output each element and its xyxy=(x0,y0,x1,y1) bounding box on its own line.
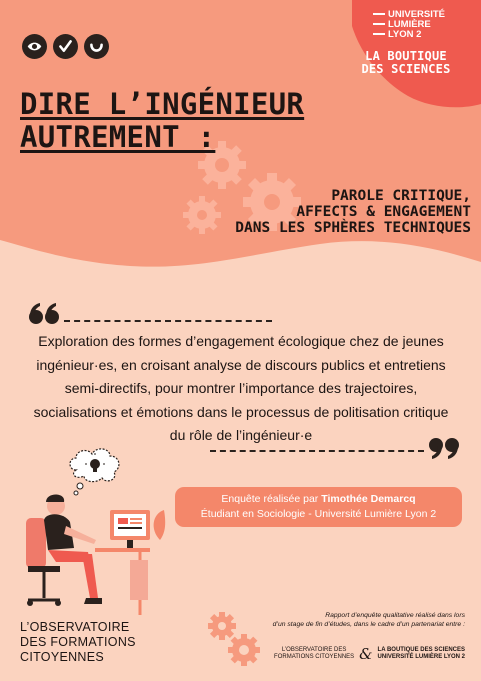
dashed-divider-top xyxy=(64,320,272,322)
author-card xyxy=(175,487,462,527)
university-logo: UNIVERSITÉ LUMIÈRE LYON 2 xyxy=(373,10,461,40)
report-note: Rapport d’enquête qualitative réalisé dans lors d’un stage de fin d’études, dans le cadre d’un partenariat entre : xyxy=(272,612,465,628)
subtitle-line: DANS LES SPHÈRES TECHNIQUES xyxy=(235,220,471,236)
boutique-des-sciences-logo: LA BOUTIQUE DES SCIENCES xyxy=(361,49,451,76)
quote-close-icon xyxy=(428,436,460,460)
subtitle xyxy=(235,188,471,236)
author-status: Étudiant en Sociologie - Université Lumière Lyon 2 xyxy=(200,508,437,520)
smile-icon xyxy=(84,34,109,59)
title-line: AUTREMENT : xyxy=(20,120,216,154)
author-name: Timothée Demarcq xyxy=(321,493,416,505)
ampersand: & xyxy=(359,644,373,663)
dashed-divider-bottom xyxy=(210,450,424,452)
title-line: DIRE L’INGÉNIEUR xyxy=(20,87,305,121)
partners xyxy=(274,644,465,663)
abstract-text: Exploration des formes d’engagement écologique chez de jeunes ingénieur·es, en croisant analyse de discours publics et entretiens semi-directifs, pour montrer l’importance des trajectoires, socialisations et émotions dans le processus de politisation critique du rôle de l’ingénieur·e xyxy=(33,333,449,443)
author-intro: Enquête réalisée par xyxy=(221,493,322,505)
subtitle-line: AFFECTS & ENGAGEMENT xyxy=(296,204,471,220)
observatoire-logo: L’OBSERVATOIRE DES FORMATIONS CITOYENNES xyxy=(20,620,136,664)
brand-logo xyxy=(351,10,461,76)
page-title xyxy=(20,88,304,154)
eye-icon xyxy=(22,34,47,59)
quote-open-icon xyxy=(28,302,60,326)
person-at-desk-illustration xyxy=(0,470,170,620)
check-icon xyxy=(53,34,78,59)
subtitle-line: PAROLE CRITIQUE, xyxy=(331,188,471,204)
partner-observatoire: L’OBSERVATOIRE DES FORMATIONS CITOYENNES xyxy=(274,647,355,660)
icon-row xyxy=(22,34,109,59)
partner-boutique: LA BOUTIQUE DES SCIENCES UNIVERSITÉ LUMIÈRE LYON 2 xyxy=(377,647,465,660)
